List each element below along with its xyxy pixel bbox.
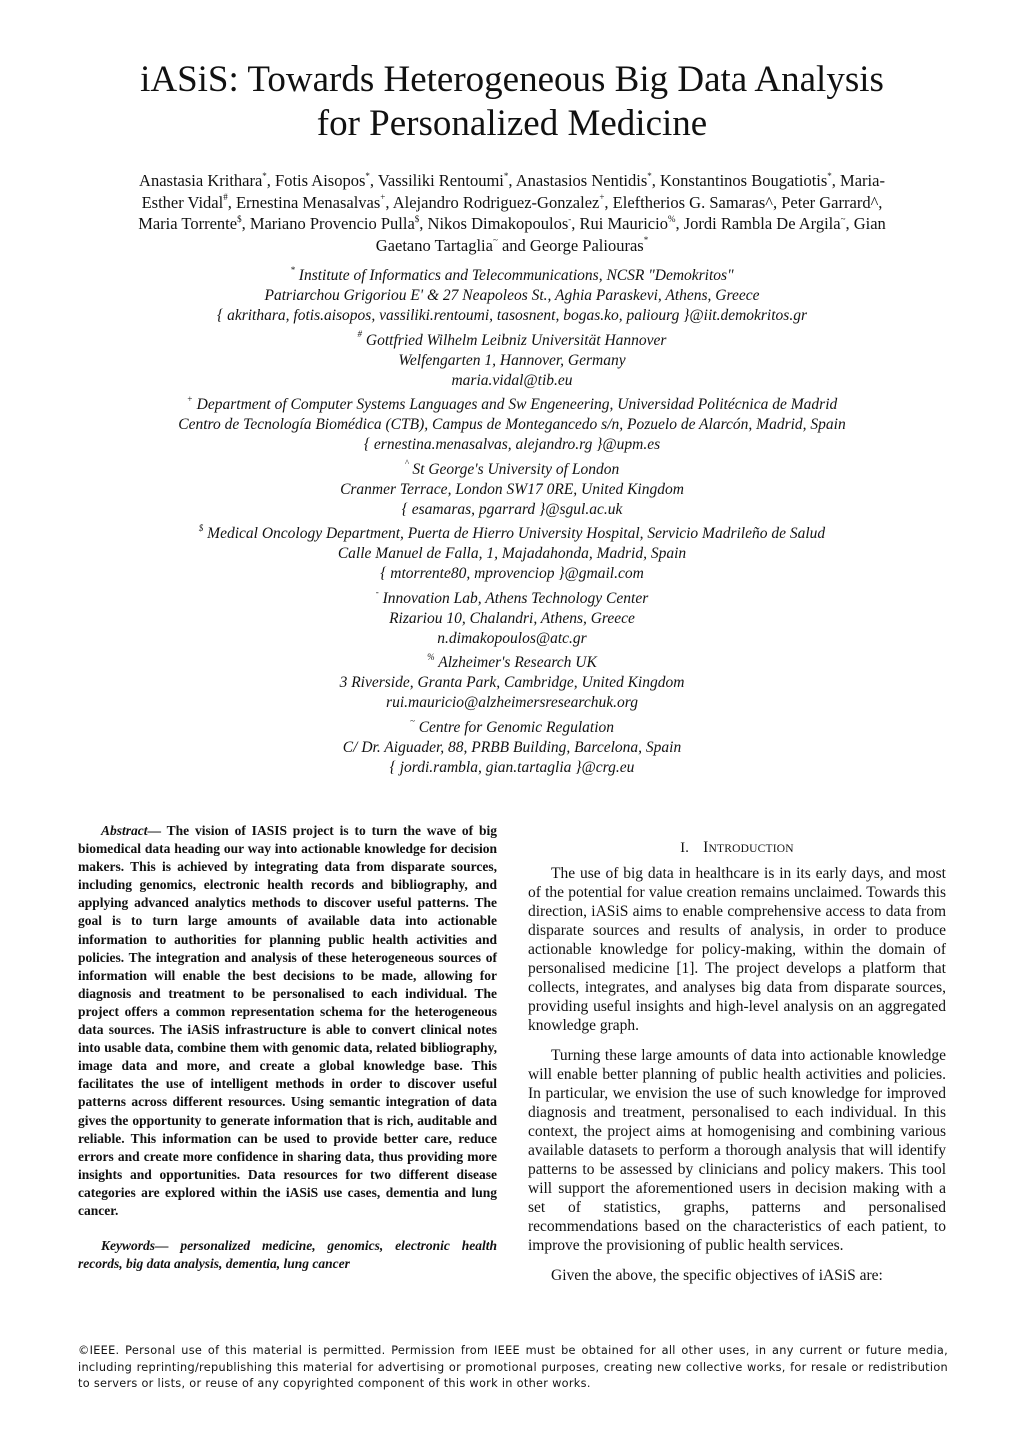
affiliation-name [60, 395, 964, 415]
affiliation-block [60, 395, 964, 455]
author-affil-mark: * [262, 170, 267, 181]
affiliation-block [60, 524, 964, 584]
author-name: , Eleftherios G. Samaras^, Peter Garrard^, [604, 192, 883, 212]
author-name: Esther Vidal [141, 192, 224, 212]
affiliation-institution: Centre for Genomic Regulation [418, 718, 615, 736]
author-affil-mark: + [599, 192, 605, 202]
author-name: , Gian [845, 214, 886, 233]
author-affil-mark: ~ [492, 235, 498, 245]
paper-title [40, 58, 984, 146]
author-name: , Konstantinos Bougatiotis [651, 171, 828, 190]
author-name: , Maria- [831, 171, 885, 190]
author-name: , Fotis Aisopos [266, 171, 366, 190]
affiliation-address: Calle Manuel de Falla, 1, Majadahonda, Madrid, Spain [337, 545, 687, 562]
author-affil-mark: $ [414, 213, 420, 224]
affiliation-institution: Alzheimer's Research UK [438, 654, 597, 671]
author-name: and George Paliouras [497, 235, 644, 255]
author-line [75, 170, 949, 192]
affiliation-block [60, 460, 964, 520]
affiliation-email: n.dimakopoulos@atc.gr [437, 629, 587, 647]
left-column [78, 822, 497, 1273]
abstract [78, 822, 497, 1220]
author-affil-mark: * [503, 170, 509, 181]
author-affil-mark: $ [237, 213, 242, 224]
section-title-rest: NTRODUCTION [708, 843, 794, 855]
affiliation-institution: Innovation Lab, Athens Technology Center [382, 589, 649, 607]
affiliation-name [60, 266, 964, 286]
affiliation-address: Welfengarten 1, Hannover, Germany [398, 351, 626, 369]
affiliation-address: Cranmer Terrace, London SW17 0RE, United Kingdom [340, 480, 684, 498]
author-name: , Anastasios Nentidis [508, 171, 648, 190]
affiliation-name [60, 653, 964, 673]
affiliation-email: { mtorrente80, mprovenciop }@gmail.com [380, 565, 644, 582]
affiliation-mark: + [186, 393, 193, 404]
author-affil-mark: * [365, 170, 370, 181]
affiliation-name [60, 331, 964, 351]
abstract-dash: — [147, 823, 162, 838]
author-affil-mark: * [827, 170, 832, 181]
affiliation-name [60, 589, 964, 609]
affiliation-name [60, 718, 964, 738]
author-name: Anastasia Krithara [139, 171, 263, 190]
affiliation-email: rui.mauricio@alzheimersresearchuk.org [386, 694, 638, 711]
author-affil-mark: * [643, 235, 649, 245]
body-paragraph: The use of big data in healthcare is in its early days, and most of the potential for value creation remains unclaimed. Towards this direction, iASiS aims to enable comprehensive access to data from disparate sources and results of analysis, in order to produce actionable knowledge for policy-making, within the domain of personalised medicine [1]. The project develops a platform that collects, integrates, and analyses big data from disparate sources, providing useful insights and high-level analysis on an aggregated knowledge graph. [528, 865, 946, 1034]
author-name: Gaetano Tartaglia [375, 235, 493, 255]
affiliation-mark: # [357, 329, 363, 340]
affiliation-block [60, 718, 964, 778]
affiliation-institution: Institute of Informatics and Telecommunications, NCSR "Demokritos" [298, 267, 734, 284]
author-name: , Alejandro Rodriguez-Gonzalez [385, 192, 600, 212]
author-affil-mark: * [647, 170, 652, 181]
author-affil-mark: ~ [840, 213, 846, 224]
author-affil-mark: # [223, 192, 228, 202]
section-title-initial: I [703, 839, 709, 856]
affiliation-email: { akrithara, fotis.aisopos, vassiliki.rentoumi, tasosnent, bogas.ko, paliourg }@iit.demokritos.gr [217, 307, 807, 324]
affiliation-block [60, 266, 964, 326]
affiliation-block [60, 589, 964, 649]
affiliation-mark: ~ [409, 716, 415, 727]
keywords-label: Keywords— [101, 1238, 169, 1254]
affiliation-address: C/ Dr. Aiguader, 88, PRBB Building, Barcelona, Spain [342, 738, 682, 756]
keywords-text: personalized medicine, genomics, electronic health records, big data analysis, dementia, lung cancer [78, 1238, 497, 1272]
author-affil-mark: % [667, 213, 676, 224]
affiliation-block [60, 653, 964, 713]
affiliation-mark: % [427, 651, 435, 662]
section-number: I. [680, 840, 690, 856]
author-affil-mark: - [568, 213, 572, 224]
keywords [78, 1237, 497, 1273]
affiliation-institution: Department of Computer Systems Languages and Sw Engeneering, Universidad Politécnica de Madrid [196, 396, 838, 413]
body-paragraph: Given the above, the specific objectives of iASiS are: [551, 1267, 883, 1284]
affiliation-block [60, 331, 964, 391]
affiliation-email: { esamaras, pgarrard }@sgul.ac.uk [401, 500, 623, 518]
author-name: , Nikos Dimakopoulos [419, 214, 569, 233]
affiliation-mark: ^ [404, 458, 409, 469]
affiliation-address: Patriarchou Grigoriou E' & 27 Neapoleos St., Aghia Paraskevi, Athens, Greece [264, 287, 760, 304]
author-name: , Jordi Rambla De Argila [675, 214, 841, 233]
affiliation-institution: Gottfried Wilhelm Leibniz Universität Hannover [365, 331, 667, 349]
body-paragraph: Turning these large amounts of data into actionable knowledge will enable better planning of public health activities and policies. In particular, we envision the use of such knowledge for improved diagnosis and treatment, personalised to each individual. In this context, the project aims at homogenising and combining various available datasets to perform a thorough analysis that will identify patterns to be assessed by clinicians and policy makers. This tool will support the aforementioned users in decision making with a set of statistics, graphs, patterns and personalised recommendations based on the characteristics of each patient, to improve the provisioning of public health services. [528, 1047, 946, 1254]
affiliation-address: Rizariou 10, Chalandri, Athens, Greece [389, 609, 635, 627]
affiliation-name [60, 524, 964, 544]
affiliation-institution: Medical Oncology Department, Puerta de Hierro University Hospital, Servicio Madrileño de Salud [207, 525, 826, 542]
author-name: , Rui Mauricio [571, 214, 668, 233]
affiliation-list [60, 266, 964, 782]
author-line [75, 213, 949, 235]
copyright-notice: ©IEEE. Personal use of this material is permitted. Permission from IEEE must be obtained for all other uses, in any current or future media, including reprinting/republishing this material for advertising or promotional purposes, creating new collective works, for resale or redistribution to servers or lists, or reuse of any copyrighted component of this work in other works. [78, 1344, 948, 1390]
affiliation-email: { jordi.rambla, gian.tartaglia }@crg.eu [389, 758, 635, 776]
title-line-2: for Personalized Medicine [316, 103, 708, 144]
abstract-label: Abstract [101, 823, 148, 838]
author-line [75, 192, 949, 214]
author-name: , Ernestina Menasalvas [227, 192, 381, 212]
affiliation-mark: - [375, 587, 379, 598]
affiliation-institution: St George's University of London [412, 460, 620, 478]
affiliation-mark: * [290, 264, 295, 275]
right-column [528, 834, 946, 1296]
author-name: Maria Torrente [138, 214, 238, 233]
affiliation-name [60, 460, 964, 480]
title-line-1: iASiS: Towards Heterogeneous Big Data Analysis [140, 59, 884, 100]
section-heading [528, 838, 946, 859]
author-name: , Mariano Provencio Pulla [241, 214, 415, 233]
author-list [75, 170, 949, 256]
author-line [75, 235, 949, 257]
affiliation-email: maria.vidal@tib.eu [451, 371, 573, 389]
author-name: , Vassiliki Rentoumi [369, 171, 504, 190]
affiliation-address: Centro de Tecnología Biomédica (CTB), Campus de Montegancedo s/n, Pozuelo de Alarcón, Madrid, Spain [178, 416, 846, 433]
author-affil-mark: + [380, 192, 386, 202]
affiliation-mark: $ [198, 522, 204, 533]
affiliation-address: 3 Riverside, Granta Park, Cambridge, United Kingdom [339, 674, 685, 691]
abstract-text: The vision of IASIS project is to turn the wave of big biomedical data heading our way into actionable knowledge for decision makers. This is achieved by integrating data from disparate sources, including genomics, electronic health records and bibliography, and applying advanced analytics methods to discover useful patterns. The goal is to turn large amounts of available data into actionable information to authorities for planning public health activities and policies. The integration and analysis of these heterogeneous sources of information will enable the best decisions to be made, allowing for diagnosis and treatment to be personalised to each individual. The project offers a common representation schema for the heterogeneous data sources. The iASiS infrastructure is able to convert clinical notes into usable data, combine them with genomic data, related bibliography, image data and more, and create a global knowledge base. This facilitates the use of intelligent methods in order to discover useful patterns across different resources. Using semantic integration of data gives the opportunity to generate information that is rich, auditable and reliable. This information can be used to provide better care, reduce errors and create more confidence in sharing data, thus providing more insights and opportunities. Data resources for two different disease categories are explored within the iASiS use cases, dementia and lung cancer. [78, 823, 497, 1218]
affiliation-email: { ernestina.menasalvas, alejandro.rg }@upm.es [363, 436, 661, 453]
